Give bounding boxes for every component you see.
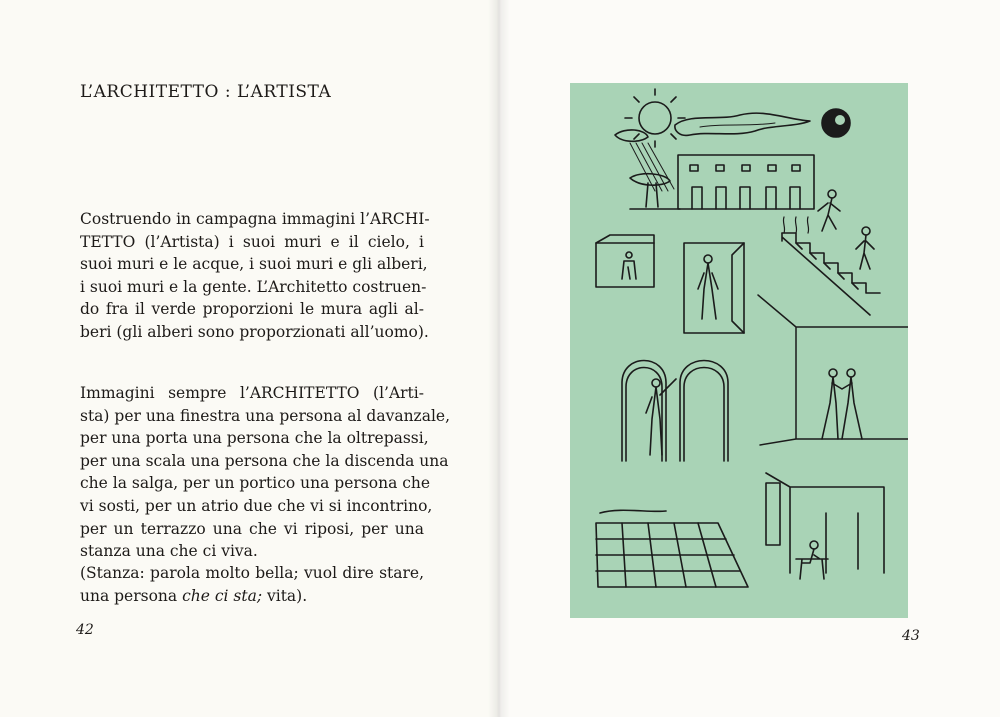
text-line: che la salga, per un portico una persona che xyxy=(80,474,431,493)
atrium-figures-drawing xyxy=(822,369,862,439)
window-drawing xyxy=(596,235,654,287)
book-gutter xyxy=(488,0,510,717)
architect-sketch-illustration xyxy=(570,83,908,618)
italic-text-run: che ci sta; xyxy=(182,586,263,605)
text-line: (Stanza: parola molto bella; vuol dire stare, xyxy=(80,564,424,582)
text-line: vi sosti, per un atrio due che vi si incontrino, xyxy=(80,496,433,515)
left-page xyxy=(0,0,498,717)
sun-drawing xyxy=(625,89,685,147)
text-line: per un terrazzo una che vi riposi, per una xyxy=(80,519,424,538)
text-line: TETTO (l’Artista) i suoi muri e il cielo, i xyxy=(80,232,424,251)
page-number-right: 43 xyxy=(902,628,920,644)
doorway-drawing xyxy=(684,243,744,333)
text-line: do fra il verde proporzioni le mura agli al- xyxy=(80,300,424,319)
text-line: i suoi muri e la gente. L’Architetto costruen- xyxy=(80,277,427,296)
text-run: vita). xyxy=(262,586,308,605)
illustration-plate xyxy=(570,83,908,618)
terrace-drawing xyxy=(596,510,748,587)
paragraph-1 xyxy=(80,208,430,344)
text-line: suoi muri e le acque, i suoi muri e gli alberi, xyxy=(80,255,428,274)
text-line: Immagini sempre l’ARCHITETTO (l’Arti- xyxy=(80,384,424,402)
text-run: una persona xyxy=(80,586,183,605)
text-line xyxy=(80,585,424,608)
paragraph-2 xyxy=(80,382,451,563)
chapter-heading: L’ARCHITETTO : L’ARTISTA xyxy=(80,82,332,102)
text-line: beri (gli alberi sono proporzionati all’uomo). xyxy=(80,322,429,341)
text-line: per una scala una persona che la discenda una xyxy=(80,451,449,470)
text-line: per una porta una persona che la oltrepassi, xyxy=(80,429,429,448)
text-line: Costruendo in campagna immagini l’ARCHI- xyxy=(80,210,430,228)
paragraph-3 xyxy=(80,562,424,607)
cloud-drawing xyxy=(675,113,810,135)
text-line: sta) per una finestra una persona al davanzale, xyxy=(80,406,451,425)
room-drawing xyxy=(766,473,884,579)
page-number-left: 42 xyxy=(76,622,94,638)
text-line: stanza una che ci viva. xyxy=(80,542,258,561)
portico-drawing xyxy=(622,361,728,462)
